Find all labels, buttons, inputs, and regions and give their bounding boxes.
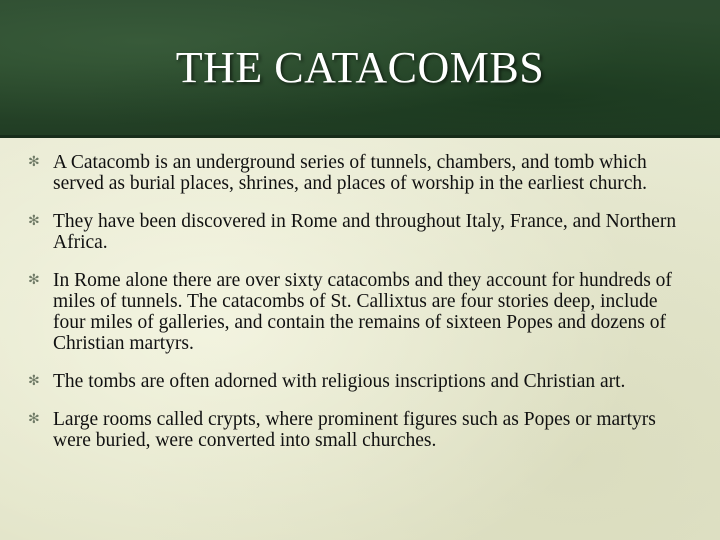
bullet-item [28,211,688,253]
asterisk-icon: ✻ [28,373,40,389]
bullet-text: The tombs are often adorned with religious inscriptions and Christian art. [53,371,626,392]
bullet-item [28,371,688,392]
asterisk-icon: ✻ [28,272,40,288]
bullet-list [28,152,688,468]
bullet-item [28,152,688,194]
asterisk-icon: ✻ [28,411,40,427]
bullet-text: Large rooms called crypts, where prominent figures such as Popes or martyrs were buried, were converted into small churches. [53,409,656,451]
bullet-text: A Catacomb is an underground series of tunnels, chambers, and tomb which served as burial places, shrines, and places of worship in the earliest church. [53,152,648,194]
bullet-item [28,409,688,451]
bullet-text: In Rome alone there are over sixty catacombs and they account for hundreds of miles of tunnels. The catacombs of St. Callixtus are four stories deep, include four miles of galleries, and contain the remains of sixteen Popes and dozens of Christian martyrs. [53,270,672,354]
bullet-text: They have been discovered in Rome and throughout Italy, France, and Northern Africa. [53,211,677,253]
asterisk-icon: ✻ [28,213,40,229]
asterisk-icon: ✻ [28,154,40,170]
slide-header [0,0,720,138]
slide-title: THE CATACOMBS [175,43,545,92]
bullet-item [28,270,688,354]
